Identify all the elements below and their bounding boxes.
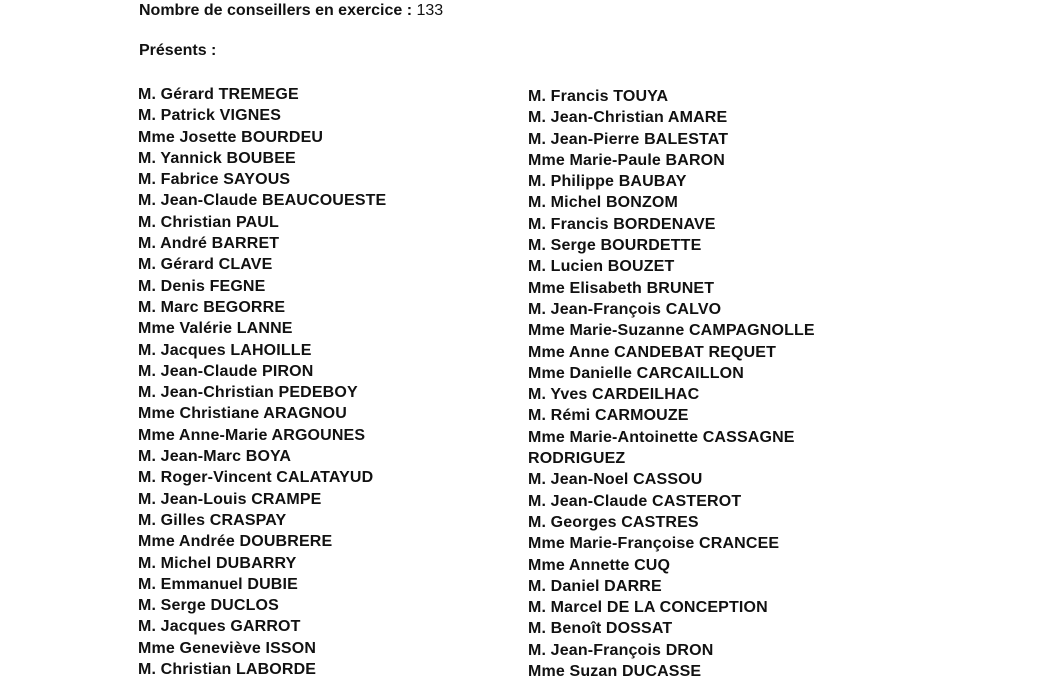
attendee-name: Mme Christiane ARAGNOU bbox=[138, 405, 347, 423]
attendee-name: M. Philippe BAUBAY bbox=[528, 173, 687, 191]
attendee-name: Mme Suzan DUCASSE bbox=[528, 663, 702, 681]
presents-heading: Présents : bbox=[139, 42, 217, 59]
attendee-name: Mme Andrée DOUBRERE bbox=[138, 533, 333, 551]
attendee-name: M. Michel BONZOM bbox=[528, 194, 678, 212]
attendee-name: M. Marcel DE LA CONCEPTION bbox=[528, 599, 768, 617]
attendee-name: M. Gilles CRASPAY bbox=[138, 511, 287, 529]
attendee-name: M. Jean-Pierre BALESTAT bbox=[528, 130, 729, 148]
right-attendee-column bbox=[528, 86, 815, 682]
attendee-name: M. Yannick BOUBEE bbox=[138, 149, 296, 167]
attendee-name: Mme Marie-Antoinette CASSAGNE bbox=[528, 428, 795, 446]
attendee-name: M. Gérard TREMEGE bbox=[138, 86, 299, 103]
attendee-name: M. Christian LABORDE bbox=[138, 661, 317, 679]
attendee-name: M. André BARRET bbox=[138, 235, 280, 253]
attendee-name: M. Marc BEGORRE bbox=[138, 298, 286, 316]
attendee-name: M. Jean-Louis CRAMPE bbox=[138, 490, 322, 508]
attendee-name: M. Denis FEGNE bbox=[138, 277, 266, 295]
attendee-name: M. Jean-François DRON bbox=[528, 641, 714, 659]
attendee-name: M. Rémi CARMOUZE bbox=[528, 407, 689, 425]
attendee-name: M. Serge BOURDETTE bbox=[528, 237, 702, 255]
attendee-name: M. Jean-François CALVO bbox=[528, 300, 722, 318]
attendee-name: Mme Valérie LANNE bbox=[138, 320, 293, 338]
attendee-name: M. Yves CARDEILHAC bbox=[528, 386, 700, 404]
councillors-count-label: Nombre de conseillers en exercice : bbox=[139, 2, 413, 19]
attendee-name: Mme Marie-Suzanne CAMPAGNOLLE bbox=[528, 322, 815, 340]
attendee-name: M. Jean-Christian PEDEBOY bbox=[138, 384, 358, 402]
attendee-name: M. Jean-Claude BEAUCOUESTE bbox=[138, 192, 387, 210]
attendee-name: M. Emmanuel DUBIE bbox=[138, 575, 298, 593]
attendee-name: M. Fabrice SAYOUS bbox=[138, 171, 291, 189]
attendee-name: M. Benoît DOSSAT bbox=[528, 620, 673, 638]
attendee-name: M. Serge DUCLOS bbox=[138, 597, 279, 615]
attendee-name: M. Jean-Noel CASSOU bbox=[528, 471, 703, 489]
left-attendee-column bbox=[138, 84, 386, 680]
attendee-name: Mme Elisabeth BRUNET bbox=[528, 279, 715, 297]
attendee-name: M. Francis BORDENAVE bbox=[528, 215, 716, 233]
attendee-name: M. Michel DUBARRY bbox=[138, 554, 297, 572]
attendee-name: Mme Marie-Paule BARON bbox=[528, 151, 725, 169]
attendee-name: M. Jean-Claude PIRON bbox=[138, 362, 314, 380]
attendee-name: M. Christian PAUL bbox=[138, 213, 279, 231]
councillors-count-value: 133 bbox=[416, 2, 444, 19]
attendee-name: Mme Anne-Marie ARGOUNES bbox=[138, 426, 366, 444]
attendee-name: Mme Josette BOURDEU bbox=[138, 128, 324, 146]
attendee-name: M. Gérard CLAVE bbox=[138, 256, 273, 274]
attendee-name: M. Patrick VIGNES bbox=[138, 107, 282, 125]
attendee-name: M. Jacques GARROT bbox=[138, 618, 301, 636]
attendee-name: M. Roger-Vincent CALATAYUD bbox=[138, 469, 374, 487]
attendee-name: M. Daniel DARRE bbox=[528, 577, 662, 595]
attendee-name: Mme Marie-Françoise CRANCEE bbox=[528, 535, 780, 553]
councillors-count-line bbox=[139, 0, 443, 22]
attendee-name: Mme Annette CUQ bbox=[528, 556, 671, 574]
attendee-name: Mme Geneviève ISSON bbox=[138, 639, 317, 657]
attendee-name: Mme Danielle CARCAILLON bbox=[528, 364, 744, 382]
attendee-name: M. Jean-Claude CASTEROT bbox=[528, 492, 742, 510]
attendee-name: M. Georges CASTRES bbox=[528, 513, 699, 531]
attendee-name: M. Jean-Marc BOYA bbox=[138, 448, 292, 466]
attendee-name: M. Jacques LAHOILLE bbox=[138, 341, 312, 359]
attendee-name: M. Lucien BOUZET bbox=[528, 258, 675, 276]
attendee-name: Mme Anne CANDEBAT REQUET bbox=[528, 343, 777, 361]
attendee-name: M. Francis TOUYA bbox=[528, 88, 669, 105]
attendee-name: RODRIGUEZ bbox=[528, 450, 626, 468]
attendee-name: M. Jean-Christian AMARE bbox=[528, 109, 728, 127]
